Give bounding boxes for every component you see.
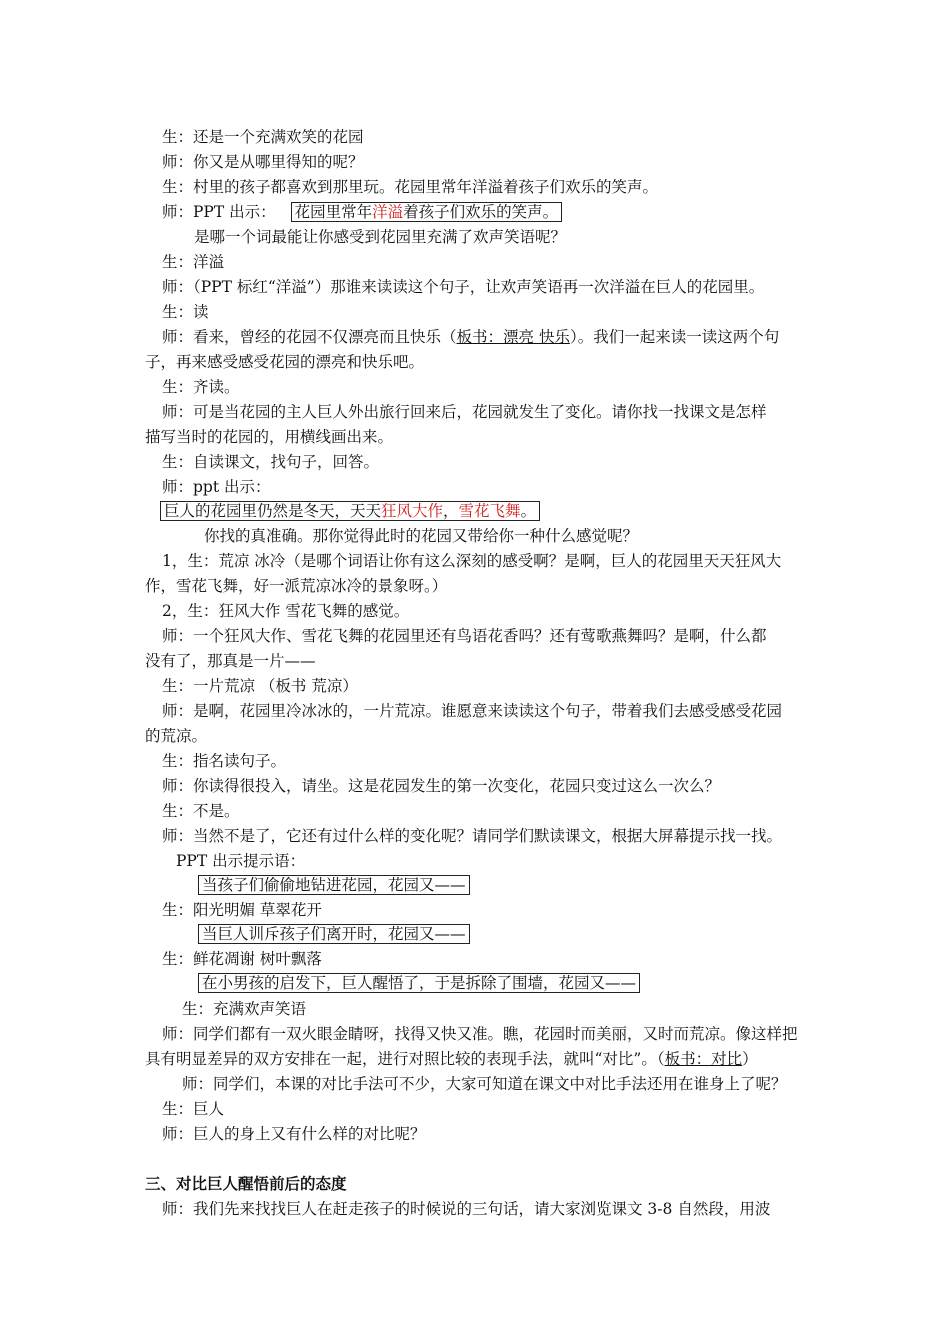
text-line: 子，再来感受感受花园的漂亮和快乐吧。 (145, 353, 425, 371)
text-line: 师：当然不是了，它还有过什么样的变化呢？请同学们默读课文，根据大屏幕提示找一找。 (162, 827, 783, 845)
text-line: 师：是啊，花园里冷冰冰的，一片荒凉。谁愿意来读读这个句子，带着我们去感受感受花园 (162, 702, 783, 720)
board-note: 板书：对比 (664, 1050, 743, 1068)
text-span: ， (443, 502, 459, 520)
text-line: 生：阳光明媚 草翠花开 (162, 901, 322, 919)
text-line: 师：可是当花园的主人巨人外出旅行回来后，花园就发生了变化。请你找一找课文是怎样 (162, 403, 767, 421)
ppt-sentence-box (291, 202, 563, 222)
text-line: 没有了，那真是一片—— (145, 652, 316, 670)
text-line: 师：ppt 出示： (162, 478, 271, 496)
highlighted-word: 狂风大作 (381, 502, 444, 520)
text-span: 师：PPT 出示： (162, 203, 276, 221)
text-span: ）。我们一起来读一读这两个句 (569, 328, 780, 346)
prompt-box: 在小男孩的启发下，巨人醒悟了，于是拆除了围墙，花园又—— (198, 973, 640, 993)
text-line (198, 923, 470, 945)
text-span: 着孩子们欢乐的笑声。 (403, 203, 559, 221)
text-line (198, 874, 470, 896)
text-line: 的荒凉。 (145, 727, 208, 745)
text-line: 师：你读得很投入，请坐。这是花园发生的第一次变化，花园只变过这么一次么？ (162, 777, 721, 795)
text-line: PPT 出示提示语： (176, 852, 306, 870)
text-line (162, 326, 779, 348)
text-line: 师：一个狂风大作、雪花飞舞的花园里还有鸟语花香吗？还有莺歌燕舞吗？是啊，什么都 (162, 627, 767, 645)
highlighted-word: 洋溢 (372, 203, 404, 221)
prompt-box: 当孩子们偷偷地钻进花园，花园又—— (198, 875, 470, 895)
text-line: 2，生：狂风大作 雪花飞舞的感觉。 (162, 602, 410, 620)
text-line: 生：读 (162, 303, 209, 321)
text-line (162, 201, 562, 223)
text-line: 1，生：荒凉 冰冷（是哪个词语让你有这么深刻的感受啊？是啊，巨人的花园里天天狂风大 (162, 552, 782, 570)
text-line: 生：一片荒凉 （板书 荒凉） (162, 677, 358, 695)
text-line: 生：鲜花凋谢 树叶飘落 (162, 950, 322, 968)
prompt-box: 当巨人训斥孩子们离开时，花园又—— (198, 924, 470, 944)
text-line: 生：不是。 (162, 802, 240, 820)
text-line: 师：同学们，本课的对比手法可不少，大家可知道在课文中对比手法还用在谁身上了呢？ (182, 1075, 787, 1093)
highlighted-word: 雪花飞舞 (458, 502, 521, 520)
text-line: 师：同学们都有一双火眼金睛呀，找得又快又准。瞧，花园时而美丽，又时而荒凉。像这样把 (162, 1025, 798, 1043)
text-line: 你找的真准确。那你觉得此时的花园又带给你一种什么感觉呢？ (204, 527, 639, 545)
text-span: 具有明显差异的双方安排在一起，进行对照比较的表现手法，就叫“对比”。（ (145, 1050, 665, 1068)
text-span: 。 (520, 502, 537, 520)
text-line: 生：还是一个充满欢笑的花园 (162, 128, 364, 146)
text-span: ） (742, 1050, 758, 1068)
text-span: 师：看来，曾经的花园不仅漂亮而且快乐（ (162, 328, 457, 346)
text-line: 师：（PPT 标红“洋溢”）那谁来读读这个句子，让欢声笑语再一次洋溢在巨人的花园里。 (162, 278, 765, 296)
text-line: 生：洋溢 (162, 253, 225, 271)
text-line: 作，雪花飞舞，好一派荒凉冰冷的景象呀。） (145, 577, 448, 595)
board-note: 板书：漂亮 快乐 (456, 328, 570, 346)
text-line: 生：指名读句子。 (162, 752, 287, 770)
text-line: 生：充满欢声笑语 (182, 1000, 307, 1018)
text-line: 师：我们先来找找巨人在赶走孩子的时候说的三句话，请大家浏览课文 3-8 自然段，用波 (162, 1200, 771, 1218)
text-span: 花园里常年 (294, 203, 373, 221)
text-line: 是哪一个词最能让你感受到花园里充满了欢声笑语呢？ (194, 228, 567, 246)
text-line: 生：巨人 (162, 1100, 225, 1118)
text-line: 生：自读课文，找句子，回答。 (162, 453, 380, 471)
text-line (160, 500, 540, 522)
text-line: 师：你又是从哪里得知的呢？ (162, 153, 364, 171)
text-line: 师：巨人的身上又有什么样的对比呢？ (162, 1125, 426, 1143)
text-line: 生：齐读。 (162, 378, 240, 396)
text-line: 描写当时的花园的，用横线画出来。 (145, 428, 394, 446)
text-line: 生：村里的孩子都喜欢到那里玩。花园里常年洋溢着孩子们欢乐的笑声。 (162, 178, 659, 196)
ppt-sentence-box (160, 501, 540, 521)
section-heading: 三、对比巨人醒悟前后的态度 (145, 1174, 347, 1193)
text-span: 巨人的花园里仍然是冬天，天天 (164, 502, 382, 520)
text-line (145, 1048, 758, 1070)
text-line (198, 972, 640, 994)
